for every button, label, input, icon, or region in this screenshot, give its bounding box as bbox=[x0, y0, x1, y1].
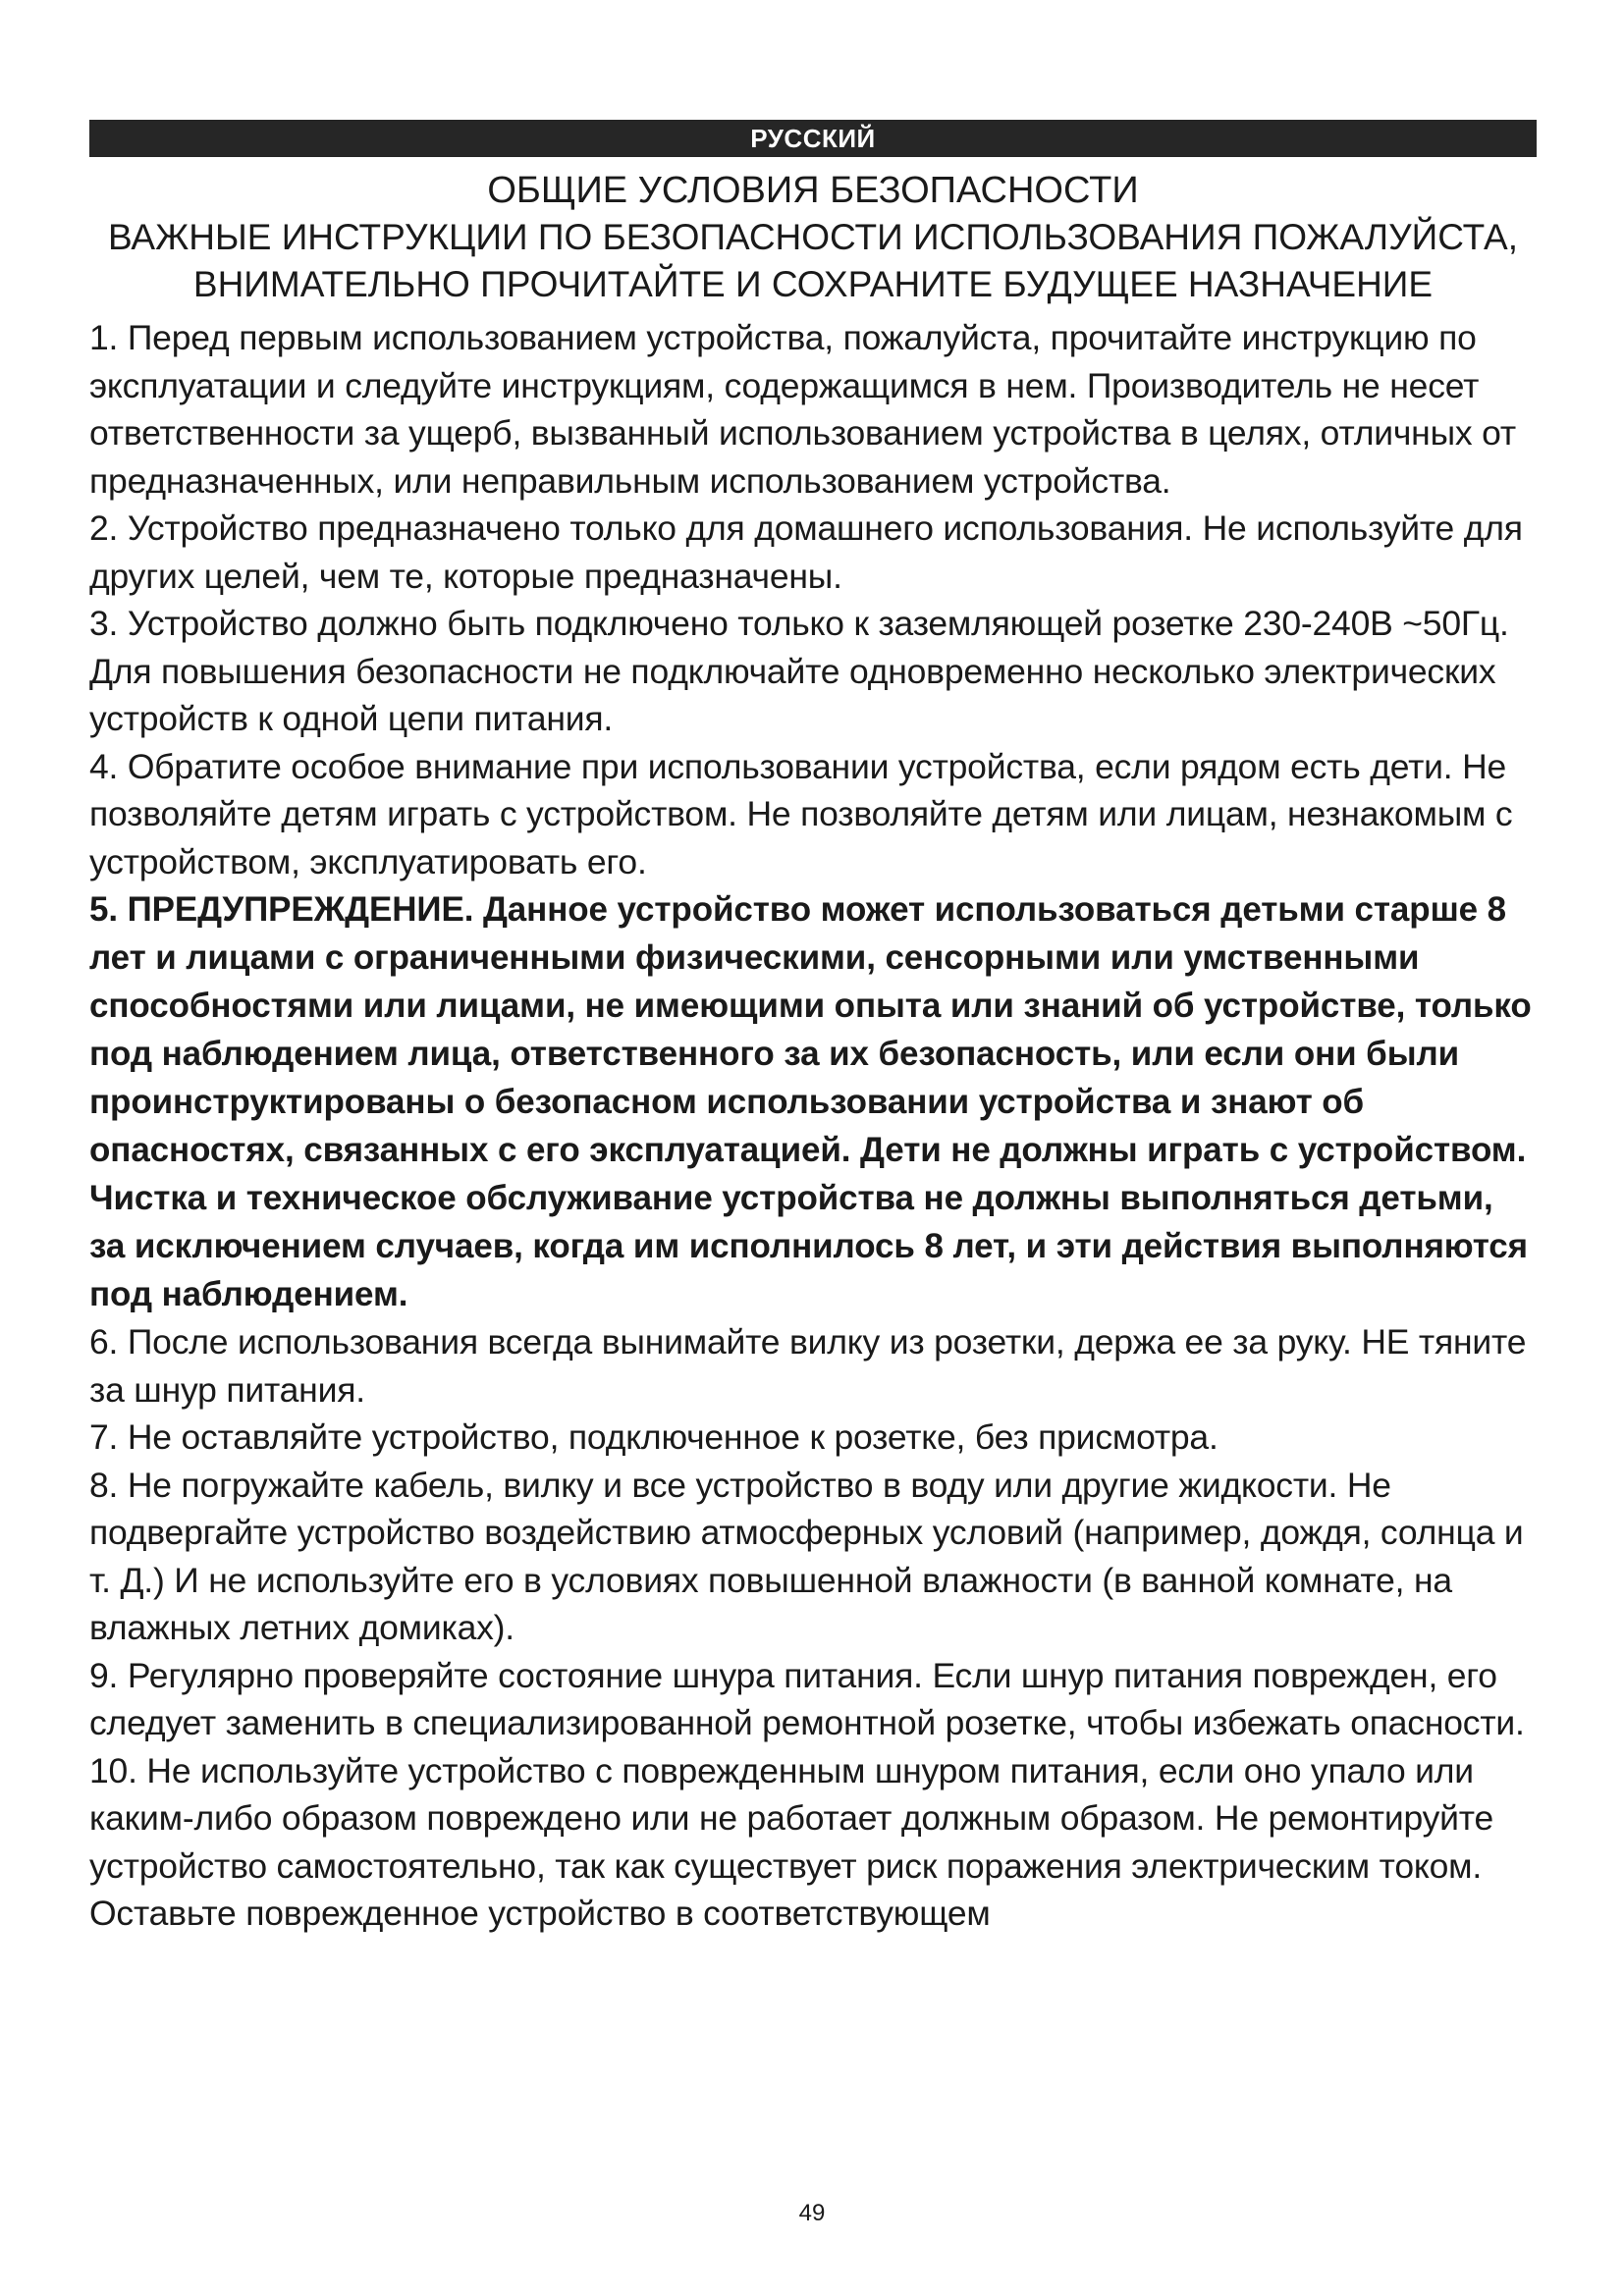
page-number: 49 bbox=[798, 2200, 826, 2226]
section-subtitle: ВАЖНЫЕ ИНСТРУКЦИИ ПО БЕЗОПАСНОСТИ ИСПОЛЬЗОВАНИЯ ПОЖАЛУЙСТА, ВНИМАТЕЛЬНО ПРОЧИТАЙТЕ И СОХРАНИТЕ БУДУЩЕЕ НАЗНАЧЕНИЕ bbox=[107, 217, 1519, 304]
language-header-bar: РУССКИЙ bbox=[89, 120, 1537, 157]
instruction-item-5-warning: 5. ПРЕДУПРЕЖДЕНИЕ. Данное устройство может использоваться детьми старше 8 лет и лицами с ограниченными физическими, сенсорными или умственными способностями или лицами, не имеющими опыта или знаний об устройстве, только под наблюдением лица, ответственного за их безопасность, или если они были проинструктированы о безопасном использовании устройства и знают об опасностях, связанных с его эксплуатацией. Дети не должны играть с устройством. Чистка и техническое обслуживание устройства не должны выполняться детьми, за исключением случаев, когда им исполнилось 8 лет, и эти действия выполняются под наблюдением. bbox=[89, 890, 1532, 1313]
instruction-item-3: 3. Устройство должно быть подключено только к заземляющей розетке 230-240В ~50Гц. bbox=[89, 604, 1509, 643]
manual-page bbox=[89, 120, 1537, 1938]
instruction-item-6: 6. После использования всегда вынимайте вилку из розетки, держа ее за руку. НЕ тяните за шнур питания. bbox=[89, 1322, 1527, 1410]
instruction-item-7: 7. Не оставляйте устройство, подключенное к розетке, без присмотра. bbox=[89, 1417, 1218, 1457]
safety-instructions bbox=[89, 314, 1537, 1938]
section-title: ОБЩИЕ УСЛОВИЯ БЕЗОПАСНОСТИ bbox=[487, 170, 1139, 211]
instruction-item-9: 9. Регулярно проверяйте состояние шнура питания. Если шнур питания поврежден, его следует заменить в специализированной ремонтной розетке, чтобы избежать опасности. bbox=[89, 1655, 1525, 1742]
instruction-item-1: 1. Перед первым использованием устройства, пожалуйста, прочитайте инструкцию по эксплуатации и следуйте инструкциям, содержащимся в нем. Производитель не несет ответственности за ущерб, вызванный использованием устройства в целях, отличных от предназначенных, или неправильным использованием устройства. bbox=[89, 318, 1516, 501]
instruction-item-4: 4. Обратите особое внимание при использовании устройства, если рядом есть дети. Не позволяйте детям играть с устройством. Не позволяйте детям или лицам, незнакомым с устройством, эксплуатировать его. bbox=[89, 746, 1513, 881]
instruction-item-10: 10. Не используйте устройство с поврежденным шнуром питания, если оно упало или каким-либо образом повреждено или не работает должным образом. Не ремонтируйте устройство самостоятельно, так как существует риск поражения электрическим током. Оставьте поврежденное устройство в соответствующем bbox=[89, 1750, 1493, 1933]
instruction-item-8: 8. Не погружайте кабель, вилку и все устройство в воду или другие жидкости. Не подвергайте устройство воздействию атмосферных условий (например, дождя, солнца и т. Д.) И не используйте его в условиях повышенной влажности (в ванной комнате, на влажных летних домиках). bbox=[89, 1465, 1524, 1647]
instruction-item-3-note: Для повышения безопасности не подключайте одновременно несколько электрических устройств к одной цепи питания. bbox=[89, 651, 1496, 738]
instruction-item-2: 2. Устройство предназначено только для домашнего использования. Не используйте для других целей, чем те, которые предназначены. bbox=[89, 508, 1523, 596]
